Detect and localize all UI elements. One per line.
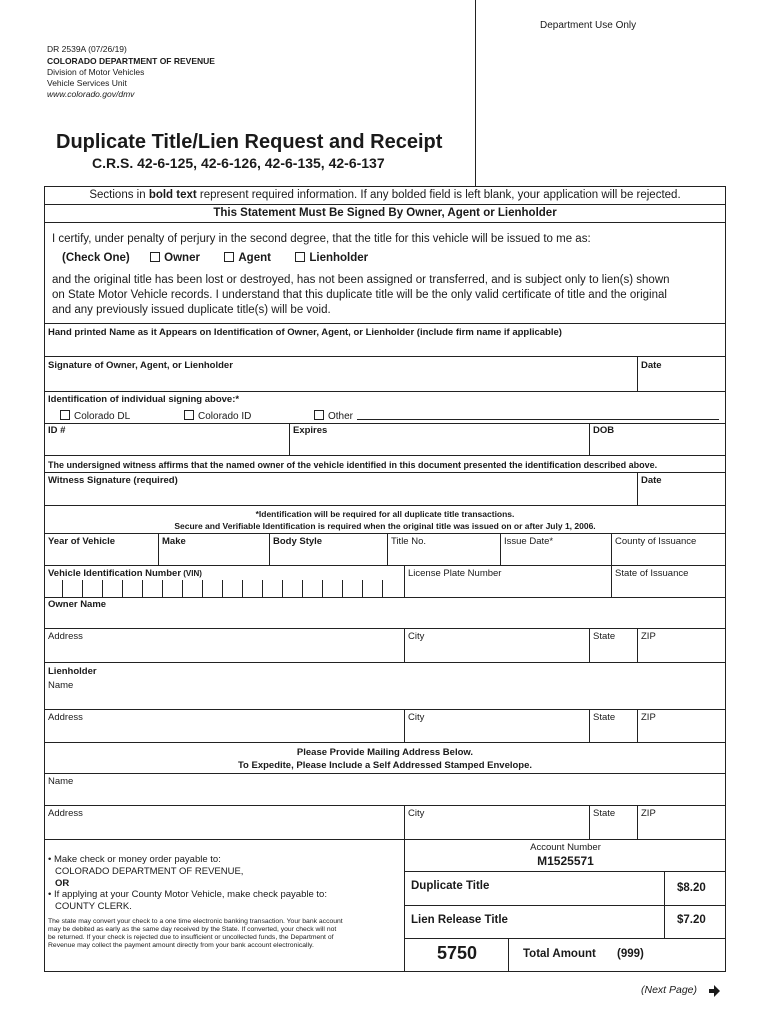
agent-checkbox[interactable] bbox=[224, 252, 234, 262]
witness-date-field[interactable]: Date bbox=[641, 475, 662, 486]
website-url: www.colorado.gov/dmv bbox=[47, 89, 135, 99]
page-title: Duplicate Title/Lien Request and Receipt bbox=[56, 131, 443, 153]
rule bbox=[282, 580, 283, 597]
signature-requirement: This Statement Must Be Signed By Owner, Agent or Lienholder bbox=[213, 207, 557, 219]
rule bbox=[44, 222, 726, 223]
expires-field[interactable]: Expires bbox=[293, 425, 328, 436]
lienholder-zip-field[interactable]: ZIP bbox=[641, 712, 656, 723]
owner-state-field[interactable]: State bbox=[593, 631, 616, 642]
rule bbox=[44, 662, 726, 663]
rule bbox=[44, 628, 726, 629]
vin-character-boxes[interactable] bbox=[62, 580, 402, 597]
next-arrow-icon[interactable] bbox=[708, 985, 720, 997]
rule bbox=[162, 580, 163, 597]
rule bbox=[44, 533, 726, 534]
fine-print-1: The state may convert your check to a one time electronic banking transaction. Your bank account bbox=[48, 918, 343, 925]
identification-label: Identification of individual signing above:* bbox=[48, 394, 240, 405]
rule bbox=[508, 938, 509, 972]
check-one-row bbox=[62, 252, 368, 264]
owner-label: Owner bbox=[164, 252, 200, 264]
rule bbox=[122, 580, 123, 597]
make-field[interactable]: Make bbox=[162, 536, 186, 547]
rule bbox=[222, 580, 223, 597]
rule bbox=[44, 709, 726, 710]
owner-city-field[interactable]: City bbox=[408, 631, 425, 642]
witness-affirmation: The undersigned witness affirms that the named owner of the vehicle identified in this document presented the identification described above. bbox=[48, 460, 658, 470]
rule bbox=[44, 204, 726, 205]
rule bbox=[500, 533, 501, 565]
rule bbox=[589, 628, 590, 662]
rule bbox=[182, 580, 183, 597]
fee-code: 5750 bbox=[437, 943, 478, 963]
duplicate-title-fee: $8.20 bbox=[677, 882, 706, 894]
notice-bold: bold text bbox=[148, 189, 197, 201]
vin-label bbox=[48, 568, 202, 579]
statute-reference: C.R.S. 42-6-125, 42-6-126, 42-6-135, 42-6-137 bbox=[92, 155, 385, 171]
rule bbox=[44, 597, 726, 598]
mailing-name-field[interactable]: Name bbox=[48, 776, 74, 787]
rule bbox=[44, 565, 726, 566]
rule bbox=[589, 805, 590, 839]
state-of-issuance-field[interactable]: State of Issuance bbox=[615, 568, 689, 579]
rule bbox=[269, 533, 270, 565]
rule bbox=[387, 533, 388, 565]
lienholder-address-field[interactable]: Address bbox=[48, 712, 83, 723]
license-plate-field[interactable]: License Plate Number bbox=[408, 568, 502, 579]
mailing-address-field[interactable]: Address bbox=[48, 808, 83, 819]
other-label: Other bbox=[328, 411, 354, 422]
rule bbox=[322, 580, 323, 597]
owner-name-field[interactable]: Owner Name bbox=[48, 599, 107, 610]
lien-release-title-fee: $7.20 bbox=[677, 914, 706, 926]
rule bbox=[404, 709, 405, 742]
rule bbox=[44, 839, 726, 840]
owner-zip-field[interactable]: ZIP bbox=[641, 631, 656, 642]
rule bbox=[44, 505, 726, 506]
lienholder-state-field[interactable]: State bbox=[593, 712, 616, 723]
rule bbox=[404, 871, 726, 872]
colorado-id-label: Colorado ID bbox=[198, 411, 252, 422]
lienholder-name-field[interactable]: Name bbox=[48, 680, 74, 691]
rule bbox=[262, 580, 263, 597]
agent-label: Agent bbox=[238, 252, 271, 264]
certify-line-4: and any previously issued duplicate title(s) will be void. bbox=[52, 304, 331, 316]
rule bbox=[44, 455, 726, 456]
lienholder-label: Lienholder bbox=[309, 252, 369, 264]
rule bbox=[44, 356, 726, 357]
rule bbox=[382, 580, 383, 597]
total-amount-code: (999) bbox=[617, 948, 644, 960]
other-option bbox=[314, 410, 353, 422]
total-amount-label: Total Amount bbox=[523, 948, 596, 960]
other-line[interactable] bbox=[357, 419, 719, 420]
year-of-vehicle-field[interactable]: Year of Vehicle bbox=[48, 536, 116, 547]
payable-or: OR bbox=[55, 878, 70, 889]
rule bbox=[637, 472, 638, 505]
vin-label-abbrev: (VIN) bbox=[181, 569, 202, 578]
other-checkbox[interactable] bbox=[314, 410, 324, 420]
rule bbox=[44, 323, 726, 324]
witness-signature-field[interactable]: Witness Signature (required) bbox=[48, 475, 178, 486]
vin-label-bold: Vehicle Identification Number bbox=[48, 568, 182, 579]
rule bbox=[637, 709, 638, 742]
payable-line-3: • If applying at your County Motor Vehicle, make check payable to: bbox=[48, 889, 327, 900]
rule bbox=[637, 628, 638, 662]
check-one-label: (Check One) bbox=[62, 252, 130, 264]
payable-line-1: • Make check or money order payable to: bbox=[48, 854, 221, 865]
rule bbox=[202, 580, 203, 597]
form-number: DR 2539A (07/26/19) bbox=[47, 44, 127, 54]
rule bbox=[637, 805, 638, 839]
hand-printed-name-field[interactable]: Hand printed Name as it Appears on Identification of Owner, Agent, or Lienholder (include firm name if applicable) bbox=[48, 327, 562, 338]
certify-line-2: and the original title has been lost or destroyed, has not been assigned or transferred, and is subject only to lien(s) shown bbox=[52, 274, 670, 286]
rule bbox=[242, 580, 243, 597]
colorado-id-option bbox=[184, 410, 251, 422]
certify-line-3: on State Motor Vehicle records. I understand that this duplicate title will be the only valid certificate of title and the original bbox=[52, 289, 667, 301]
notice-post: represent required information. If any bolded field is left blank, your application will be rejected. bbox=[196, 189, 681, 201]
rule bbox=[362, 580, 363, 597]
county-of-issuance-field[interactable]: County of Issuance bbox=[615, 536, 697, 547]
next-page-link[interactable]: (Next Page) bbox=[641, 984, 698, 996]
rule bbox=[142, 580, 143, 597]
secure-id-note: Secure and Verifiable Identification is required when the original title was issued on or after July 1, 2006. bbox=[174, 521, 596, 531]
payable-line-4: COUNTY CLERK. bbox=[55, 901, 132, 912]
rule bbox=[44, 805, 726, 806]
rule bbox=[82, 580, 83, 597]
rule bbox=[589, 423, 590, 455]
mailing-city-field[interactable]: City bbox=[408, 808, 425, 819]
department-use-label: Department Use Only bbox=[540, 20, 637, 31]
signature-field[interactable]: Signature of Owner, Agent, or Lienholder bbox=[48, 360, 233, 371]
rule bbox=[404, 805, 405, 839]
signature-date-field[interactable]: Date bbox=[641, 360, 662, 371]
rule bbox=[289, 423, 290, 455]
lien-release-title-label: Lien Release Title bbox=[411, 914, 508, 926]
rule bbox=[44, 423, 726, 424]
owner-checkbox[interactable] bbox=[150, 252, 160, 262]
rule bbox=[342, 580, 343, 597]
rule bbox=[664, 905, 665, 938]
colorado-dl-option bbox=[60, 410, 130, 422]
agency-name: COLORADO DEPARTMENT OF REVENUE bbox=[47, 56, 215, 66]
lienholder-city-field[interactable]: City bbox=[408, 712, 425, 723]
fine-print-4: Revenue may collect the payment amount directly from your bank account electronically. bbox=[48, 942, 314, 949]
certify-line-1: I certify, under penalty of perjury in the second degree, that the title for this vehicle will be issued to me as: bbox=[52, 233, 591, 245]
rule bbox=[404, 628, 405, 662]
mailing-instruction-1: Please Provide Mailing Address Below. bbox=[296, 747, 474, 758]
required-info-notice bbox=[45, 189, 725, 201]
rule bbox=[62, 580, 63, 597]
division-name: Division of Motor Vehicles bbox=[47, 67, 145, 77]
issue-date-field[interactable]: Issue Date* bbox=[504, 536, 554, 547]
rule bbox=[102, 580, 103, 597]
lienholder-section-label: Lienholder bbox=[48, 666, 97, 677]
rule bbox=[44, 472, 726, 473]
mailing-state-field[interactable]: State bbox=[593, 808, 616, 819]
rule bbox=[404, 565, 405, 597]
body-style-field[interactable]: Body Style bbox=[273, 536, 323, 547]
duplicate-title-label: Duplicate Title bbox=[411, 880, 490, 892]
colorado-dl-checkbox[interactable] bbox=[60, 410, 70, 420]
rule bbox=[44, 391, 726, 392]
account-number-label: Account Number bbox=[530, 842, 601, 853]
rule bbox=[589, 709, 590, 742]
mailing-instruction-2: To Expedite, Please Include a Self Addressed Stamped Envelope. bbox=[237, 760, 533, 771]
rule bbox=[637, 356, 638, 391]
owner-address-field[interactable]: Address bbox=[48, 631, 83, 642]
fine-print-3: be returned. If your check is rejected due to insufficient or uncollected funds, the Department of bbox=[48, 934, 334, 941]
id-number-field[interactable]: ID # bbox=[48, 425, 66, 436]
dob-field[interactable]: DOB bbox=[593, 425, 615, 436]
rule bbox=[44, 742, 726, 743]
notice-pre: Sections in bbox=[89, 189, 149, 201]
rule bbox=[664, 871, 665, 905]
payable-line-2: COLORADO DEPARTMENT OF REVENUE, bbox=[55, 866, 244, 877]
unit-name: Vehicle Services Unit bbox=[47, 78, 127, 88]
rule bbox=[404, 938, 726, 939]
header-divider bbox=[475, 0, 476, 186]
fine-print-2: may be debited as early as the same day received by the State. If converted, your check will not bbox=[48, 926, 337, 933]
lienholder-checkbox[interactable] bbox=[295, 252, 305, 262]
title-number-field[interactable]: Title No. bbox=[391, 536, 427, 547]
account-number-value: M1525571 bbox=[537, 854, 594, 868]
rule bbox=[404, 905, 726, 906]
rule bbox=[302, 580, 303, 597]
mailing-zip-field[interactable]: ZIP bbox=[641, 808, 656, 819]
rule bbox=[44, 773, 726, 774]
colorado-id-checkbox[interactable] bbox=[184, 410, 194, 420]
rule bbox=[158, 533, 159, 565]
colorado-dl-label: Colorado DL bbox=[74, 411, 131, 422]
id-required-note: *Identification will be required for all duplicate title transactions. bbox=[255, 509, 515, 519]
